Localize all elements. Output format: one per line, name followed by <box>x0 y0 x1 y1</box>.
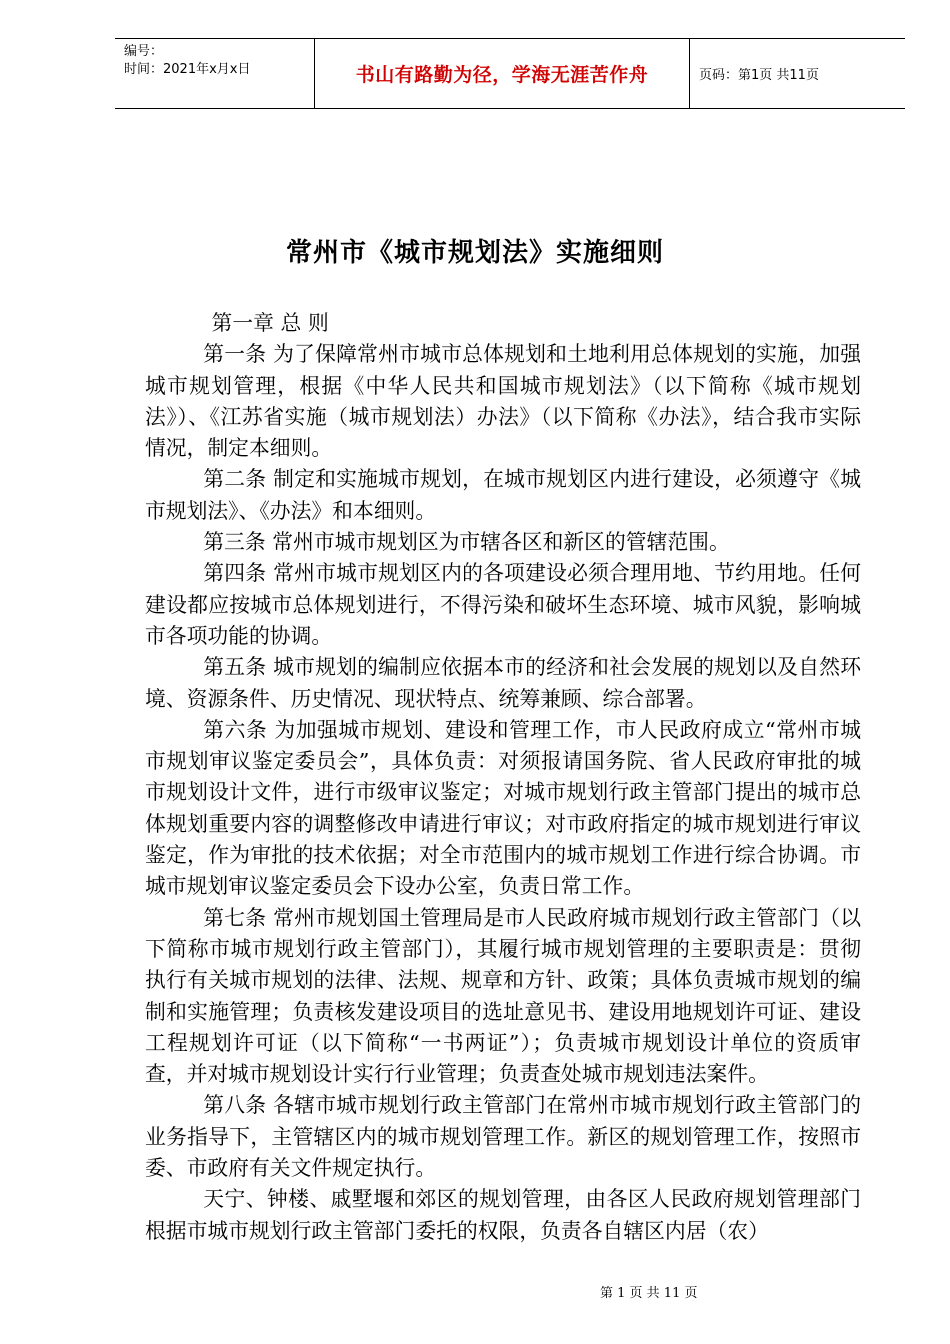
chapter-heading: 第一章 总 则 <box>211 311 329 335</box>
document-number-label: 编号： <box>124 44 164 59</box>
article-4: 第四条 常州市城市规划区内的各项建设必须合理用地、节约用地。任何建设都应按城市总体规划进行，不得污染和破坏生态环境、城市风貌，影响城市各项功能的协调。 <box>145 561 861 648</box>
article-8: 第八条 各辖市城市规划行政主管部门在常州市城市规划行政主管部门的业务指导下，主管辖区内的城市规划管理工作。新区的规划管理工作，按照市委、市政府有关文件规定执行。 <box>145 1093 861 1181</box>
page-header <box>115 38 905 109</box>
article-7: 第七条 常州市规划国土管理局是市人民政府城市规划行政主管部门（以下简称市城市规划行政主管部门），其履行城市规划管理的主要职责是：贯彻执行有关城市规划的法律、法规、规章和方针、政策；具体负责城市规划的编制和实施管理；负责核发建设项目的选址意见书、建设用地规划许可证、建设工程规划许可证（以下简称“一书两证”）；负责城市规划设计单位的资质审查，并对城市规划设计实行行业管理；负责查处城市规划违法案件。 <box>145 905 861 1087</box>
page-footer: 第 1 页 共 11 页 <box>600 1286 698 1301</box>
header-page-label: 页码：第1页 共11页 <box>699 68 819 83</box>
article-8-continued: 天宁、钟楼、戚墅堰和郊区的规划管理，由各区人民政府规划管理部门根据市城市规划行政主管部门委托的权限，负责各自辖区内居（农） <box>145 1187 861 1243</box>
article-3: 第三条 常州市城市规划区为市辖各区和新区的管辖范围。 <box>203 530 730 555</box>
article-5: 第五条 城市规划的编制应依据本市的经济和社会发展的规划以及自然环境、资源条件、历史情况、现状特点、统筹兼顾、综合部署。 <box>145 655 861 711</box>
document-title: 常州市《城市规划法》实施细则 <box>285 238 664 268</box>
header-meta-cell <box>115 39 315 108</box>
document-body <box>145 308 861 1247</box>
article-6: 第六条 为加强城市规划、建设和管理工作，市人民政府成立“常州市城市规划审议鉴定委员会”，具体负责：对须报请国务院、省人民政府审批的城市规划设计文件，进行市级审议鉴定；对城市规划行政主管部门提出的城市总体规划重要内容的调整修改申请进行审议；对市政府指定的城市规划进行审议鉴定，作为审批的技术依据；对全市范围内的城市规划工作进行综合协调。市城市规划审议鉴定委员会下设办公室，负责日常工作。 <box>145 717 861 899</box>
article-2: 第二条 制定和实施城市规划，在城市规划区内进行建设，必须遵守《城市规划法》、《办法》和本细则。 <box>145 467 861 523</box>
header-motto-cell <box>315 39 690 108</box>
header-motto: 书山有路勤为径，学海无涯苦作舟 <box>355 64 649 86</box>
header-page-cell <box>690 39 905 108</box>
document-time-label: 时间：2021年x月x日 <box>124 62 251 77</box>
article-1: 第一条 为了保障常州市城市总体规划和土地利用总体规划的实施，加强城市规划管理，根据《中华人民共和国城市规划法》（以下简称《城市规划法》）、《江苏省实施（城市规划法）办法》（以下简称《办法》，结合我市实际情况，制定本细则。 <box>145 342 861 461</box>
